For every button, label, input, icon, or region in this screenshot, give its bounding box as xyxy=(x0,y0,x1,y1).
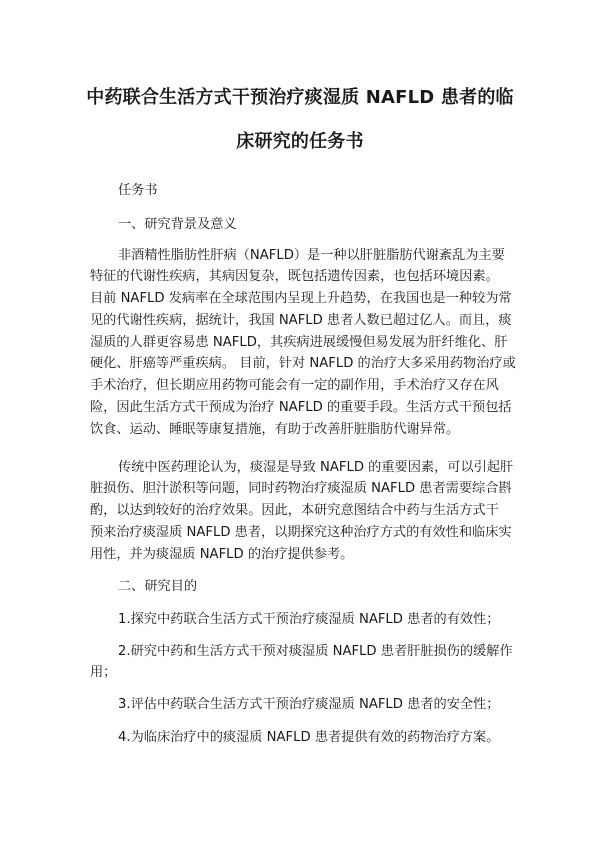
paragraph-line: 传统中医药理论认为，痰湿是导致 NAFLD 的重要因素，可以引起肝 xyxy=(118,460,514,475)
paragraph-line: 硬化、肝癌等严重疾病。 目前，针对 NAFLD 的治疗大多采用药物治疗或 xyxy=(90,356,516,371)
paragraph-line: 险，因此生活方式干预成为治疗 NAFLD 的重要手段。生活方式干预包括 xyxy=(90,400,512,415)
paragraph-line: 脏损伤、胆汁淤积等问题，同时药物治疗痰湿质 NAFLD 患者需要综合斟 xyxy=(90,481,512,496)
paragraph-line: 非酒精性脂肪性肝病（NAFLD）是一种以肝脏脂肪代谢紊乱为主要 xyxy=(118,248,505,263)
document-title-line-1: 中药联合生活方式干预治疗痰湿质 NAFLD 患者的临 xyxy=(86,87,514,108)
paragraph-line: 特征的代谢性疾病，其病因复杂，既包括遗传因素，也包括环境因素。 xyxy=(90,269,499,284)
paragraph-line: 见的代谢性疾病，据统计，我国 NAFLD 患者人数已超过亿人。而且，痰 xyxy=(90,313,512,328)
section-heading-objectives: 二、研究目的 xyxy=(118,579,198,594)
section-heading-background: 一、研究背景及意义 xyxy=(118,217,237,232)
objective-item: 2.研究中药和生活方式干预对痰湿质 NAFLD 患者肝脏损伤的缓解作 xyxy=(118,644,513,659)
paragraph-line: 目前 NAFLD 发病率在全球范围内呈现上升趋势，在我国也是一种较为常 xyxy=(90,291,512,306)
objective-item: 1.探究中药联合生活方式干预治疗痰湿质 NAFLD 患者的有效性； xyxy=(118,612,500,627)
objective-item: 3.评估中药联合生活方式干预治疗痰湿质 NAFLD 患者的安全性； xyxy=(118,697,500,712)
document-title-line-2: 床研究的任务书 xyxy=(236,131,364,152)
paragraph-line: 手术治疗，但长期应用药物可能会有一定的副作用，手术治疗又存在风 xyxy=(90,378,499,393)
paragraph-line: 湿质的人群更容易患 NAFLD，其疾病进展缓慢但易发展为肝纤维化、肝 xyxy=(90,335,508,350)
objective-item: 4.为临床治疗中的痰湿质 NAFLD 患者提供有效的药物治疗方案。 xyxy=(118,730,500,745)
section-label-renwushu: 任务书 xyxy=(118,183,158,198)
paragraph-line: 酌，以达到较好的治疗效果。因此，本研究意图结合中药与生活方式干 xyxy=(90,503,499,518)
paragraph-line: 饮食、运动、睡眠等康复措施，有助于改善肝脏脂肪代谢异常。 xyxy=(90,422,460,437)
paragraph-line: 用性，并为痰湿质 NAFLD 的治疗提供参考。 xyxy=(90,547,354,562)
objective-item-continued: 用； xyxy=(90,665,117,680)
paragraph-line: 预来治疗痰湿质 NAFLD 患者，以期探究这种治疗方式的有效性和临床实 xyxy=(90,525,512,540)
